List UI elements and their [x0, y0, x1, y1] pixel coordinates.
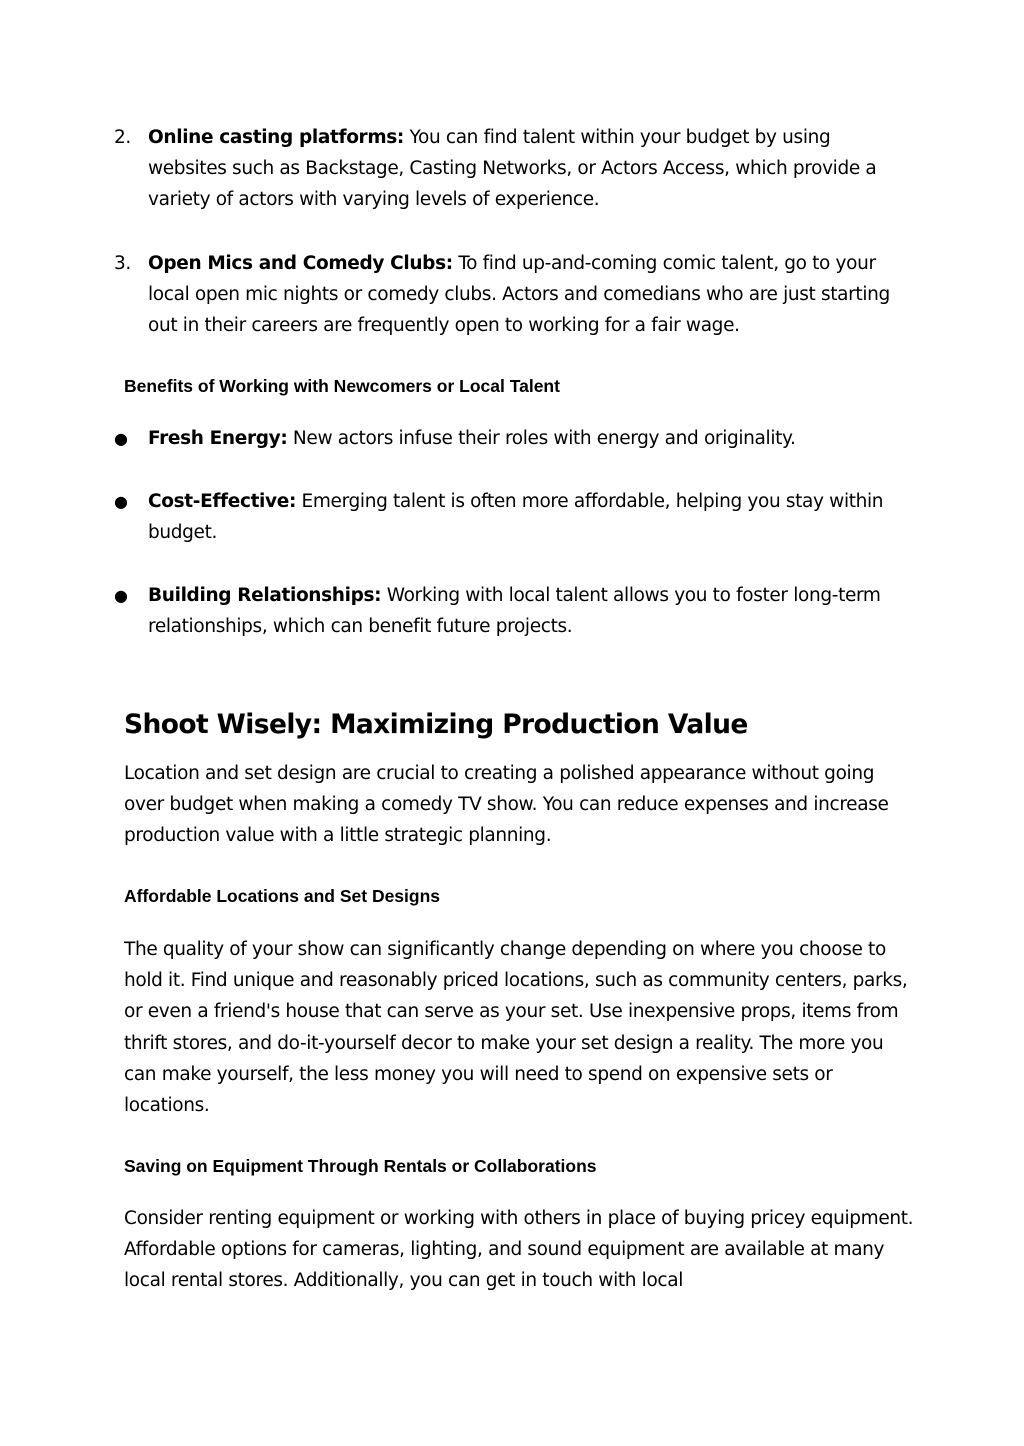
equipment-paragraph: Consider renting equipment or working with others in place of buying pricey equipment. Affordable options for cameras, lighting, and sound equipment are available at many local rental stores. Additionally, you can get in touch with local: [124, 1208, 914, 1292]
list-item: [114, 486, 914, 548]
list-item-label: Open Mics and Comedy Clubs:: [148, 253, 453, 274]
list-item-text: Emerging talent is often more affordable, helping you stay within budget.: [148, 491, 884, 544]
list-item-label: Building Relationships:: [148, 585, 382, 606]
equipment-heading: Saving on Equipment Through Rentals or Collaborations: [124, 1156, 597, 1176]
section-title: Shoot Wisely: Maximizing Production Value: [124, 709, 748, 740]
bullet-icon: ●: [114, 586, 128, 605]
list-item: [114, 122, 914, 216]
list-item: [114, 248, 914, 342]
list-item-label: Cost-Effective:: [148, 491, 297, 512]
list-number: 2.: [114, 127, 131, 148]
list-item-label: Online casting platforms:: [148, 127, 404, 148]
locations-paragraph: The quality of your show can significantly change depending on where you choose to hold it. Find unique and reasonably priced locations, such as community centers, parks, or even a friend's house that can serve as your set. Use inexpensive props, items from thrift stores, and do-it-yourself decor to make your set design a reality. The more you can make yourself, the less money you will need to spend on expensive sets or locations.: [124, 939, 908, 1117]
benefits-heading: Benefits of Working with Newcomers or Local Talent: [124, 376, 560, 396]
list-item-label: Fresh Energy:: [148, 428, 288, 449]
locations-heading: Affordable Locations and Set Designs: [124, 886, 441, 906]
bullet-icon: ●: [114, 429, 128, 448]
list-item-text: New actors infuse their roles with energy and originality.: [292, 428, 796, 449]
list-item-text: To find up-and-coming comic talent, go to your local open mic nights or comedy clubs. Actors and comedians who are just starting out in their careers are frequently open to working for a fair wage.: [148, 253, 890, 337]
list-item-text: Working with local talent allows you to foster long-term relationships, which can benefit future projects.: [148, 585, 881, 638]
bullet-icon: ●: [114, 492, 128, 511]
list-item-text: You can find talent within your budget by using websites such as Backstage, Casting Networks, or Actors Access, which provide a variety of actors with varying levels of experience.: [148, 127, 877, 211]
list-item: [114, 423, 914, 454]
section-intro: Location and set design are crucial to creating a polished appearance without going over budget when making a comedy TV show. You can reduce expenses and increase production value with a little strategic planning.: [124, 763, 889, 847]
list-number: 3.: [114, 253, 131, 274]
list-item: [114, 580, 914, 642]
